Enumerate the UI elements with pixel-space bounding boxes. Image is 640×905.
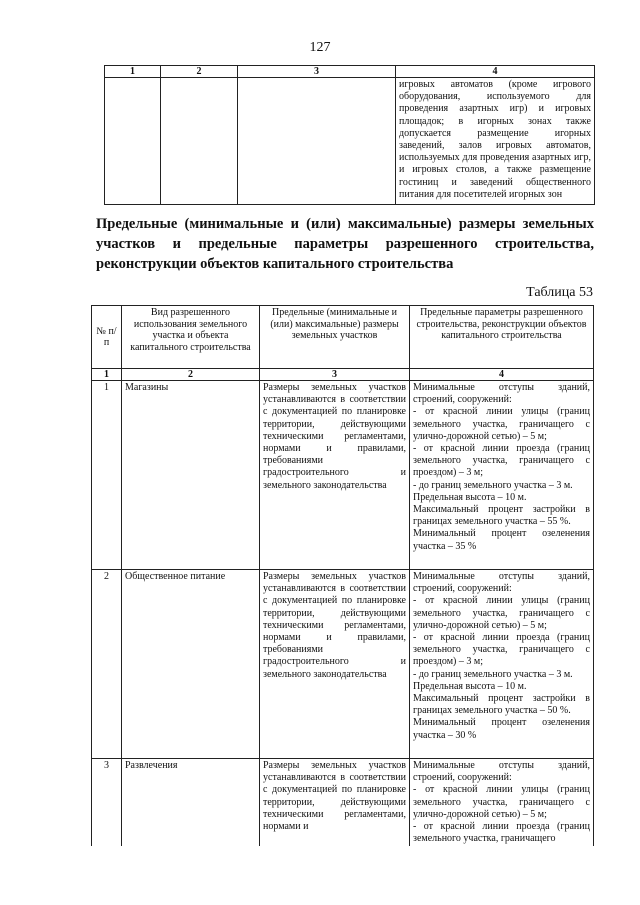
column-number-row xyxy=(92,369,594,381)
row-type: Общественное питание xyxy=(122,570,260,759)
row-type: Развлечения xyxy=(122,759,260,847)
column-number: 2 xyxy=(122,369,260,381)
empty-cell xyxy=(161,78,238,205)
empty-cell xyxy=(105,78,161,205)
row-type: Магазины xyxy=(122,381,260,570)
parameters-table xyxy=(91,305,594,846)
column-number: 4 xyxy=(396,66,595,78)
table-row xyxy=(92,570,594,759)
row-params xyxy=(410,759,594,847)
param-line: Минимальные отступы зданий, строений, сооружений: xyxy=(413,571,590,595)
param-line: Предельная высота – 10 м. xyxy=(413,491,527,503)
section-heading: Предельные (минимальные и (или) максимальные) размеры земельных участков и предельные параметры разрешенного строительства, реконструкции объектов капитального строительства xyxy=(96,216,594,272)
row-size: Размеры земельных участков устанавливаются в соответствии с документацией по планировке территории, действующими техническими регламентами, нормами и правилами, требованиями градостроительного и земельного законодательства xyxy=(260,570,410,759)
row-size: Размеры земельных участков устанавливаются в соответствии с документацией по планировке территории, действующими техническими регламентами, нормами и xyxy=(260,759,410,847)
table-row xyxy=(92,381,594,570)
param-line: Минимальные отступы зданий, строений, сооружений: xyxy=(413,382,590,406)
header-size: Предельные (минимальные и (или) максимальные) размеры земельных участков xyxy=(260,306,410,369)
column-number: 4 xyxy=(410,369,594,381)
param-line: - от красной линии проезда (границ земельного участка, граничащего с проездом) – 3 м; xyxy=(413,632,590,668)
table-row xyxy=(92,759,594,847)
row-number: 1 xyxy=(92,381,122,570)
table-row xyxy=(105,78,595,205)
column-number: 1 xyxy=(105,66,161,78)
table-caption: Таблица 53 xyxy=(526,285,593,300)
param-line: - до границ земельного участка – 3 м. xyxy=(413,668,573,680)
continuation-text: игровых автоматов (кроме игрового оборудования, используемого для проведения азартных игр) и игровых площадок; в игорных зонах также допускается размещение игорных заведений, залов игровых автоматов, используемых для проведения азартных игр, и игровых столов, а также размещение гостиниц и заведений общественного питания для посетителей игорных зон xyxy=(396,78,595,205)
header-row xyxy=(92,306,594,369)
param-line: - от красной линии улицы (границ земельного участка, граничащего с улично-дорожной сетью) – 5 м; xyxy=(413,784,590,820)
param-line: - от красной линии улицы (границ земельного участка, граничащего с улично-дорожной сетью) – 5 м; xyxy=(413,595,590,631)
param-line: Максимальный процент застройки в границах земельного участка – 55 %. xyxy=(413,504,590,528)
param-line: - от красной линии проезда (границ земельного участка, граничащего с проездом) – 3 м; xyxy=(413,443,590,479)
column-number: 2 xyxy=(161,66,238,78)
column-number-row xyxy=(105,66,595,78)
param-line: Минимальные отступы зданий, строений, сооружений: xyxy=(413,760,590,784)
param-line: - от красной линии улицы (границ земельного участка, граничащего с улично-дорожной сетью) – 5 м; xyxy=(413,406,590,442)
param-line: - до границ земельного участка – 3 м. xyxy=(413,479,573,491)
header-params: Предельные параметры разрешенного строительства, реконструкции объектов капитального строительства xyxy=(410,306,594,369)
row-params xyxy=(410,570,594,759)
row-size: Размеры земельных участков устанавливаются в соответствии с документацией по планировке территории, действующими техническими регламентами, нормами и правилами, требованиями градостроительного и земельного законодательства xyxy=(260,381,410,570)
param-line: Максимальный процент застройки в границах земельного участка – 50 %. xyxy=(413,693,590,717)
param-line: - от красной линии проезда (границ земельного участка, граничащего xyxy=(413,821,590,845)
header-num: № п/п xyxy=(92,306,122,369)
column-number: 3 xyxy=(238,66,396,78)
continuation-table xyxy=(104,65,595,205)
row-params xyxy=(410,381,594,570)
page-number: 127 xyxy=(309,40,331,55)
header-type: Вид разрешенного использования земельного участка и объекта капитального строительства xyxy=(122,306,260,369)
column-number: 3 xyxy=(260,369,410,381)
row-number: 2 xyxy=(92,570,122,759)
param-line: Минимальный процент озеленения участка – 30 % xyxy=(413,717,590,741)
empty-cell xyxy=(238,78,396,205)
column-number: 1 xyxy=(92,369,122,381)
param-line: Минимальный процент озеленения участка – 35 % xyxy=(413,528,590,552)
row-number: 3 xyxy=(92,759,122,847)
param-line: Предельная высота – 10 м. xyxy=(413,680,527,692)
